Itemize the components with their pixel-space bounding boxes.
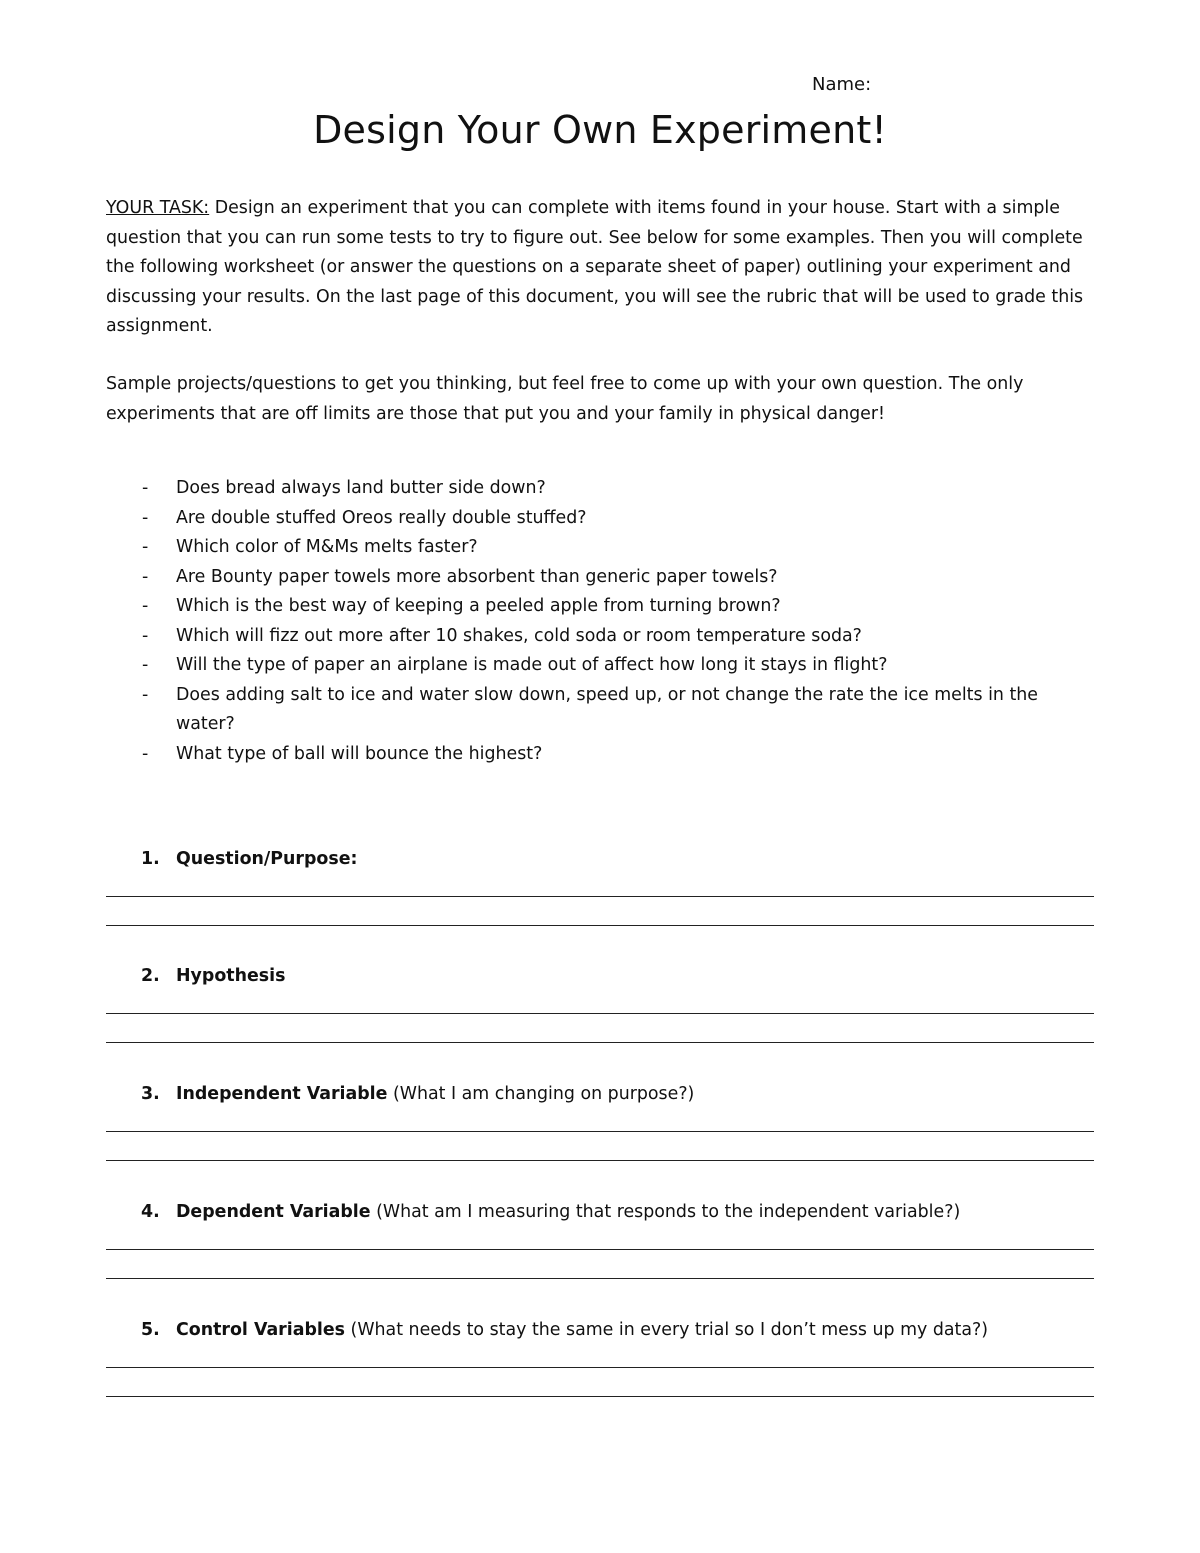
page-title: Design Your Own Experiment! bbox=[313, 108, 887, 152]
list-item bbox=[106, 563, 1096, 593]
example-questions-list bbox=[106, 474, 1096, 769]
question-label bbox=[106, 1318, 1094, 1342]
bullet-dash: - bbox=[142, 537, 149, 557]
list-item-text: Does adding salt to ice and water slow down, speed up, or not change the rate the ice melts in the water? bbox=[176, 684, 1039, 734]
question-hint: (What am I measuring that responds to the independent variable?) bbox=[370, 1202, 961, 1222]
question-label bbox=[106, 847, 1094, 871]
question-label bbox=[106, 964, 1094, 988]
list-item-text: Which is the best way of keeping a peeled apple from turning brown? bbox=[176, 596, 781, 616]
list-item bbox=[106, 504, 1096, 534]
question-number: 1. bbox=[141, 849, 160, 869]
list-item-text: Will the type of paper an airplane is made out of affect how long it stays in flight? bbox=[176, 655, 888, 675]
list-item-text: Which color of M&Ms melts faster? bbox=[176, 537, 478, 557]
answer-line[interactable] bbox=[106, 1131, 1094, 1132]
list-item bbox=[106, 592, 1096, 622]
question-section-independent-variable bbox=[106, 1082, 1094, 1161]
answer-line[interactable] bbox=[106, 1249, 1094, 1250]
bullet-dash: - bbox=[142, 596, 149, 616]
list-item bbox=[106, 740, 1096, 770]
list-item-text: Are double stuffed Oreos really double stuffed? bbox=[176, 507, 587, 528]
list-item bbox=[106, 533, 1096, 563]
answer-line[interactable] bbox=[106, 1278, 1094, 1279]
question-hint: (What needs to stay the same in every trial so I don’t mess up my data?) bbox=[345, 1320, 989, 1340]
answer-line[interactable] bbox=[106, 925, 1094, 926]
question-section-control-variables bbox=[106, 1318, 1094, 1397]
list-item bbox=[106, 474, 1096, 504]
list-item bbox=[106, 622, 1096, 652]
samples-intro: Sample projects/questions to get you thinking, but feel free to come up with your own question. The only experiments that are off limits are those that put you and your family in physical danger! bbox=[106, 374, 1024, 424]
answer-line[interactable] bbox=[106, 896, 1094, 897]
question-number: 4. bbox=[141, 1202, 160, 1222]
question-title: Independent Variable bbox=[176, 1084, 388, 1104]
question-title: Question/Purpose: bbox=[176, 849, 358, 869]
name-label: Name: bbox=[812, 74, 872, 95]
answer-line[interactable] bbox=[106, 1042, 1094, 1043]
bullet-dash: - bbox=[142, 507, 149, 528]
list-item-text: Are Bounty paper towels more absorbent than generic paper towels? bbox=[176, 566, 778, 587]
answer-line[interactable] bbox=[106, 1013, 1094, 1014]
bullet-dash: - bbox=[142, 478, 149, 498]
list-item-text: What type of ball will bounce the highest? bbox=[176, 743, 543, 764]
list-item bbox=[106, 651, 1096, 681]
answer-line[interactable] bbox=[106, 1160, 1094, 1161]
question-number: 5. bbox=[141, 1320, 160, 1340]
question-number: 3. bbox=[141, 1084, 160, 1104]
list-item bbox=[106, 681, 1096, 740]
question-title: Control Variables bbox=[176, 1320, 346, 1340]
task-text: Design an experiment that you can complete with items found in your house. Start with a simple question that you can run some tests to try to figure out. See below for some examples. Then you will complete the following worksheet (or answer the questions on a separate sheet of paper) outlining your experiment and discussing your results. On the last page of this document, you will see the rubric that will be used to grade this assignment. bbox=[106, 198, 1084, 336]
bullet-dash: - bbox=[142, 684, 149, 705]
question-section-dependent-variable bbox=[106, 1200, 1094, 1279]
task-paragraph bbox=[106, 194, 1096, 342]
answer-line[interactable] bbox=[106, 1367, 1094, 1368]
question-number: 2. bbox=[141, 966, 160, 986]
question-section-purpose bbox=[106, 847, 1094, 926]
question-title: Hypothesis bbox=[176, 966, 286, 986]
bullet-dash: - bbox=[142, 625, 149, 646]
bullet-dash: - bbox=[142, 566, 149, 587]
question-hint: (What I am changing on purpose?) bbox=[387, 1084, 695, 1104]
bullet-dash: - bbox=[142, 655, 149, 675]
question-label bbox=[106, 1200, 1094, 1224]
list-item-text: Does bread always land butter side down? bbox=[176, 478, 546, 498]
answer-line[interactable] bbox=[106, 1396, 1094, 1397]
question-label bbox=[106, 1082, 1094, 1106]
question-title: Dependent Variable bbox=[176, 1202, 371, 1222]
list-item-text: Which will fizz out more after 10 shakes, cold soda or room temperature soda? bbox=[176, 625, 862, 646]
question-section-hypothesis bbox=[106, 964, 1094, 1043]
bullet-dash: - bbox=[142, 743, 149, 764]
task-label: YOUR TASK: bbox=[106, 198, 210, 218]
